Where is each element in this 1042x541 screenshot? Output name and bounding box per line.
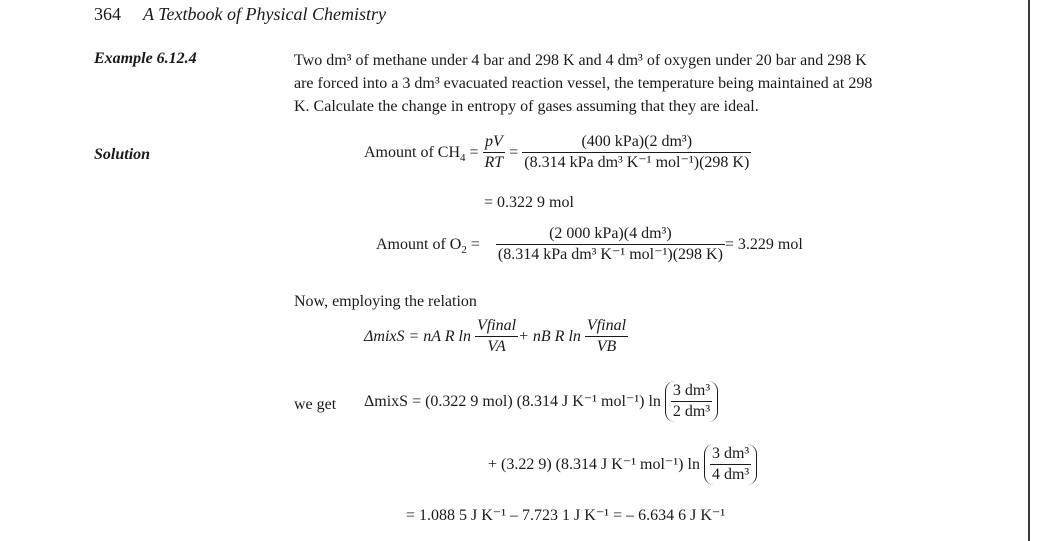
we-get-label: we get [294,396,337,413]
line1-paren [665,381,718,422]
equation-amount-o2 [376,226,803,263]
eq1-lhs: Amount of $CH_4$ = [364,143,483,164]
line1-lhs: ΔmixS = (0.322 9 mol) (8.314 J K⁻¹ mol⁻¹) ln [364,392,661,410]
eq1-fraction-pv-rt: $\frac{pV}{RT}$ [484,133,504,171]
solution-label: Solution [94,146,151,163]
relation-intro: Now, employing the relation [294,293,477,310]
equation-amount-ch4: Amount of $CH_4$ = $\frac{pV}{RT}$ = $\frac{\text{(400 kPa)(2 dm³)}}{\text{(8.314 kPa dm³ K⁻¹ mol⁻¹)(298 K)}}$ [364,133,750,171]
calc-line-2 [488,444,757,485]
example-line-2: are forced into a 3 dm³ evacuated reaction vessel, the temperature being maintained at 298 [294,75,873,92]
example-label: Example 6.12.4 [94,50,197,67]
page-edge-bar [1028,0,1030,541]
final-result: = 1.088 5 J K⁻¹ – 7.723 1 J K⁻¹ = – 6.634 6 J K⁻¹ [406,507,726,524]
line2-fraction: $\frac{\text{3 dm³}}{\text{4 dm³}}$ [711,445,750,483]
eq1-result: = 0.322 9 mol [484,194,574,211]
relation-lhs: ΔmixS = nA R ln [364,327,471,345]
example-text [294,49,872,118]
line1-fraction: $\frac{\text{3 dm³}}{\text{2 dm³}}$ [672,382,711,420]
eq2-fraction: $\frac{\text{(2 000 kPa)(4 dm³)}}{\text{(8.314 kPa dm³ K⁻¹ mol⁻¹)(298 K)}}$ [497,225,723,263]
page-number: 364 [94,4,121,24]
eq2-result: = 3.229 mol [724,235,803,253]
example-line-3: K. Calculate the change in entropy of gases assuming that they are ideal. [294,98,759,115]
relation-middle: + nB R ln [518,327,581,345]
example-line-1: Two dm³ of methane under 4 bar and 298 K and 4 dm³ of oxygen under 20 bar and 298 K [294,52,867,69]
calc-line-1 [364,381,718,422]
line2-lhs: + (3.22 9) (8.314 J K⁻¹ mol⁻¹) ln [488,455,700,473]
eq1-fraction-values: $\frac{\text{(400 kPa)(2 dm³)}}{\text{(8.314 kPa dm³ K⁻¹ mol⁻¹)(298 K)}}$ [524,133,750,171]
mixing-entropy-relation [364,318,628,355]
eq2-lhs: Amount of $O_2$ = [376,235,496,256]
running-title: A Textbook of Physical Chemistry [143,4,386,24]
relation-fraction-b: $\frac{\text{Vfinal}}{VB}$ [586,317,627,355]
relation-fraction-a: $\frac{\text{Vfinal}}{VA}$ [477,317,517,355]
line2-paren [704,444,757,485]
